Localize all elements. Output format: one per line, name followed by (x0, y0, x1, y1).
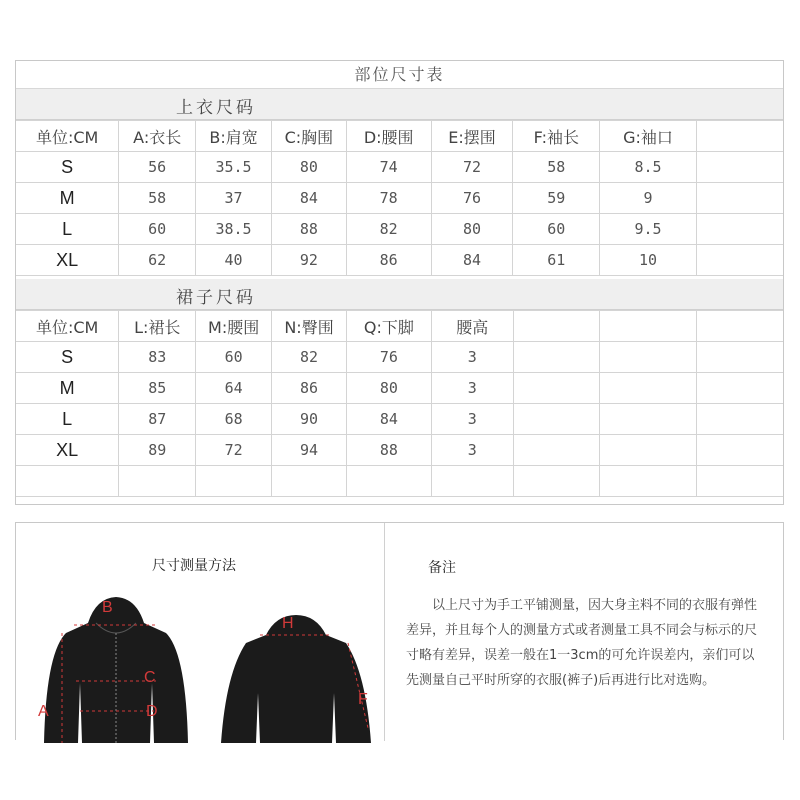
size-label: S (16, 342, 119, 373)
top-size-table (16, 120, 783, 276)
table-cell: 78 (346, 183, 431, 214)
table-cell (696, 435, 783, 466)
table-cell (600, 435, 697, 466)
table-cell: 8.5 (600, 152, 697, 183)
skirt-section-title: 裙子尺码 (176, 288, 256, 308)
column-header: F:袖长 (513, 121, 600, 152)
table-row (16, 183, 783, 214)
table-cell: 60 (196, 342, 272, 373)
table-cell: 3 (431, 404, 513, 435)
table-cell (696, 152, 783, 183)
label-f: F (358, 691, 368, 708)
table-cell: 76 (431, 183, 513, 214)
column-header: L:裙长 (119, 311, 196, 342)
table-cell (513, 404, 600, 435)
label-a: A (38, 703, 49, 720)
table-cell: 80 (431, 214, 513, 245)
table-cell: 64 (196, 373, 272, 404)
table-cell: 72 (196, 435, 272, 466)
table-cell (513, 342, 600, 373)
table-cell: 38.5 (196, 214, 272, 245)
table-cell: 3 (431, 373, 513, 404)
table-row (16, 214, 783, 245)
size-chart (15, 60, 784, 505)
label-h: H (282, 615, 294, 632)
table-cell (196, 466, 272, 497)
table-cell: 86 (272, 373, 347, 404)
column-header: C:胸围 (271, 121, 346, 152)
table-cell: 56 (119, 152, 196, 183)
table-cell: 90 (272, 404, 347, 435)
table-cell: 80 (346, 373, 431, 404)
table-row (16, 466, 783, 497)
column-header: A:衣长 (119, 121, 196, 152)
panel-divider (384, 523, 385, 741)
column-header: M:腰围 (196, 311, 272, 342)
column-header (696, 121, 783, 152)
table-cell: 10 (600, 245, 697, 276)
table-cell (696, 214, 783, 245)
top-section-title: 上衣尺码 (176, 98, 256, 118)
size-label: XL (16, 245, 119, 276)
table-cell: 92 (271, 245, 346, 276)
table-cell: 72 (431, 152, 513, 183)
table-cell: 82 (346, 214, 431, 245)
table-cell (513, 466, 600, 497)
header-row (16, 311, 783, 342)
table-cell: 58 (119, 183, 196, 214)
column-header: 单位:CM (16, 121, 119, 152)
notes-title: 备注 (428, 560, 456, 576)
skirt-section-bar (16, 279, 783, 310)
table-cell (696, 342, 783, 373)
size-label: L (16, 404, 119, 435)
table-cell: 9.5 (600, 214, 697, 245)
table-row (16, 342, 783, 373)
table-cell (513, 435, 600, 466)
table-row (16, 152, 783, 183)
table-cell (696, 373, 783, 404)
header-row (16, 121, 783, 152)
column-header (600, 311, 697, 342)
column-header: G:袖口 (600, 121, 697, 152)
table-cell: 88 (271, 214, 346, 245)
table-cell: 86 (346, 245, 431, 276)
table-row (16, 245, 783, 276)
notes-text: 以上尺寸为手工平铺测量，因大身主料不同的衣服有弹性差异，并且每个人的测量方式或者测量工具不同会与标示的尺寸略有差异，误差一般在1一3cm的可允许误差内，亲们可以先测量自己平时所穿的衣服(裤子)后再进行比对选购。 (406, 598, 758, 688)
table-cell: 83 (119, 342, 196, 373)
label-c: C (144, 669, 156, 686)
table-cell (696, 404, 783, 435)
column-header: D:腰围 (346, 121, 431, 152)
table-cell (600, 373, 697, 404)
table-cell: 87 (119, 404, 196, 435)
column-header: B:肩宽 (196, 121, 272, 152)
table-cell: 88 (346, 435, 431, 466)
table-cell: 9 (600, 183, 697, 214)
chart-title: 部位尺寸表 (16, 61, 783, 89)
column-header: 单位:CM (16, 311, 119, 342)
column-header: 腰高 (431, 311, 513, 342)
table-cell (513, 373, 600, 404)
table-cell: 84 (271, 183, 346, 214)
table-cell (600, 342, 697, 373)
column-header: E:摆围 (431, 121, 513, 152)
table-row (16, 404, 783, 435)
size-label: L (16, 214, 119, 245)
column-header (513, 311, 600, 342)
size-label (16, 466, 119, 497)
back-hoodie-shape (221, 615, 371, 743)
top-section-bar (16, 89, 783, 120)
table-cell: 35.5 (196, 152, 272, 183)
table-cell (272, 466, 347, 497)
back-hoodie-figure (216, 613, 376, 743)
column-header: Q:下脚 (346, 311, 431, 342)
table-cell: 62 (119, 245, 196, 276)
table-cell: 59 (513, 183, 600, 214)
table-cell: 74 (346, 152, 431, 183)
table-cell: 85 (119, 373, 196, 404)
measurement-method-title: 尺寸测量方法 (152, 558, 236, 574)
label-d: D (146, 703, 158, 720)
table-cell: 3 (431, 435, 513, 466)
table-cell: 68 (196, 404, 272, 435)
info-panel (15, 522, 784, 740)
table-row (16, 435, 783, 466)
size-label: XL (16, 435, 119, 466)
table-cell: 58 (513, 152, 600, 183)
column-header: N:臀围 (272, 311, 347, 342)
table-cell: 61 (513, 245, 600, 276)
size-label: M (16, 373, 119, 404)
table-cell (696, 466, 783, 497)
table-cell: 60 (119, 214, 196, 245)
table-cell (696, 183, 783, 214)
size-label: M (16, 183, 119, 214)
table-row (16, 373, 783, 404)
table-cell: 82 (272, 342, 347, 373)
label-b: B (102, 599, 113, 616)
table-cell: 84 (431, 245, 513, 276)
table-cell (696, 245, 783, 276)
table-cell: 94 (272, 435, 347, 466)
table-cell: 89 (119, 435, 196, 466)
column-header (696, 311, 783, 342)
table-cell: 37 (196, 183, 272, 214)
table-cell: 3 (431, 342, 513, 373)
table-cell (119, 466, 196, 497)
table-cell: 60 (513, 214, 600, 245)
table-cell: 40 (196, 245, 272, 276)
size-label: S (16, 152, 119, 183)
skirt-size-table (16, 310, 783, 497)
table-cell: 76 (346, 342, 431, 373)
table-cell (431, 466, 513, 497)
table-cell: 80 (271, 152, 346, 183)
table-cell: 84 (346, 404, 431, 435)
table-cell (346, 466, 431, 497)
table-cell (600, 404, 697, 435)
table-cell (600, 466, 697, 497)
